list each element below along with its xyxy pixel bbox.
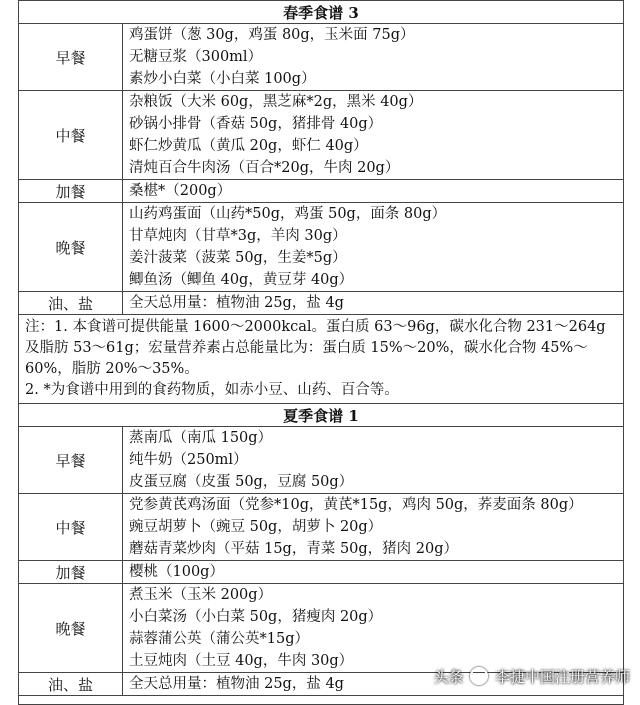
note-line-2: 2. *为食谱中用到的食药物质，如赤小豆、山药、百合等。 [25,382,399,398]
meal-label: 晚餐 [19,584,123,673]
meal-row [19,24,624,91]
meal-row [19,203,624,292]
meal-label: 晚餐 [19,203,123,292]
watermark-author: 李捷中国注册营养师 [494,668,630,686]
food-item: 砂锅小排骨（香菇 50g，猪排骨 40g） [129,116,383,132]
note-line-1: 注：1. 本食谱可提供能量 1600～2000kcal。蛋白质 63～96g，碳水化合物 231～264g 及脂肪 53～61g；宏量营养素占总能量比为：蛋白质 15%～20%，碳水化合物 45%～60%，脂肪 20%～35%。 [25,319,606,377]
food-item: 土豆炖肉（土豆 40g，牛肉 30g） [129,653,354,669]
food-item: 素炒小白菜（小白菜 100g） [129,71,316,87]
meal-label: 油、盐 [19,673,123,696]
spring-title: 春季食谱 3 [19,1,624,24]
food-item: 豌豆胡萝卜（豌豆 50g，胡萝卜 20g） [129,519,383,535]
note [19,315,624,404]
food-list [123,24,624,91]
watermark [433,666,630,687]
meal-row [19,427,624,494]
food-item: 蘑菇青菜炒肉（平菇 15g，青菜 50g，猪肉 20g） [129,541,459,557]
summer-title-row [19,404,624,427]
recipe-table [18,0,624,705]
meal-row [19,180,624,203]
food-item: 鲫鱼汤（鲫鱼 40g，黄豆芽 40g） [129,272,354,288]
food-list [123,91,624,180]
spring-title-row [19,1,624,24]
watermark-prefix: 头条 [433,668,464,686]
food-list [123,427,624,494]
food-item: 姜汁菠菜（菠菜 50g，生姜*5g） [129,250,347,266]
food-item: 无糖豆浆（300ml） [129,49,263,65]
food-item: 党参黄芪鸡汤面（党参*10g，黄芪*15g，鸡肉 50g，荞麦面条 80g） [129,497,583,513]
food-item: 小白菜汤（小白菜 50g，猪瘦肉 20g） [129,609,383,625]
food-item: 全天总用量：植物油 25g，盐 4g [129,295,344,311]
meal-row [19,584,624,673]
food-item: 樱桃（100g） [129,564,224,580]
meal-label: 加餐 [19,180,123,203]
food-item: 鸡蛋饼（葱 30g，鸡蛋 80g，玉米面 75g） [129,27,415,43]
food-item: 全天总用量：植物油 25g，盐 4g [129,676,344,692]
meal-label: 早餐 [19,24,123,91]
food-item: 清炖百合牛肉汤（百合*20g，牛肉 20g） [129,160,400,176]
food-item: 蒸南瓜（南瓜 150g） [129,430,273,446]
meal-label: 中餐 [19,91,123,180]
meal-row [19,494,624,561]
meal-label: 加餐 [19,561,123,584]
food-list [123,180,624,203]
at-icon [470,667,488,685]
food-list [123,494,624,561]
summer-title: 夏季食谱 1 [19,404,624,427]
food-list [123,561,624,584]
food-item: 虾仁炒黄瓜（黄瓜 20g，虾仁 40g） [129,138,368,154]
food-list [123,203,624,292]
food-item: 杂粮饭（大米 60g，黑芝麻*2g，黑米 40g） [129,94,423,110]
meal-row [19,561,624,584]
food-item: 桑椹*（200g） [129,183,232,199]
note-row [19,315,624,404]
meal-row [19,91,624,180]
food-item: 皮蛋豆腐（皮蛋 50g，豆腐 50g） [129,474,354,490]
meal-label: 早餐 [19,427,123,494]
food-item: 纯牛奶（250ml） [129,452,248,468]
meal-row [19,292,624,315]
meal-label: 中餐 [19,494,123,561]
food-item: 甘草炖肉（甘草*3g，羊肉 30g） [129,228,347,244]
food-item: 山药鸡蛋面（山药*50g，鸡蛋 50g，面条 80g） [129,206,447,222]
food-item: 煮玉米（玉米 200g） [129,587,273,603]
food-item: 蒜蓉蒲公英（蒲公英*15g） [129,631,309,647]
food-list [123,292,624,315]
food-list [123,584,624,673]
meal-label: 油、盐 [19,292,123,315]
